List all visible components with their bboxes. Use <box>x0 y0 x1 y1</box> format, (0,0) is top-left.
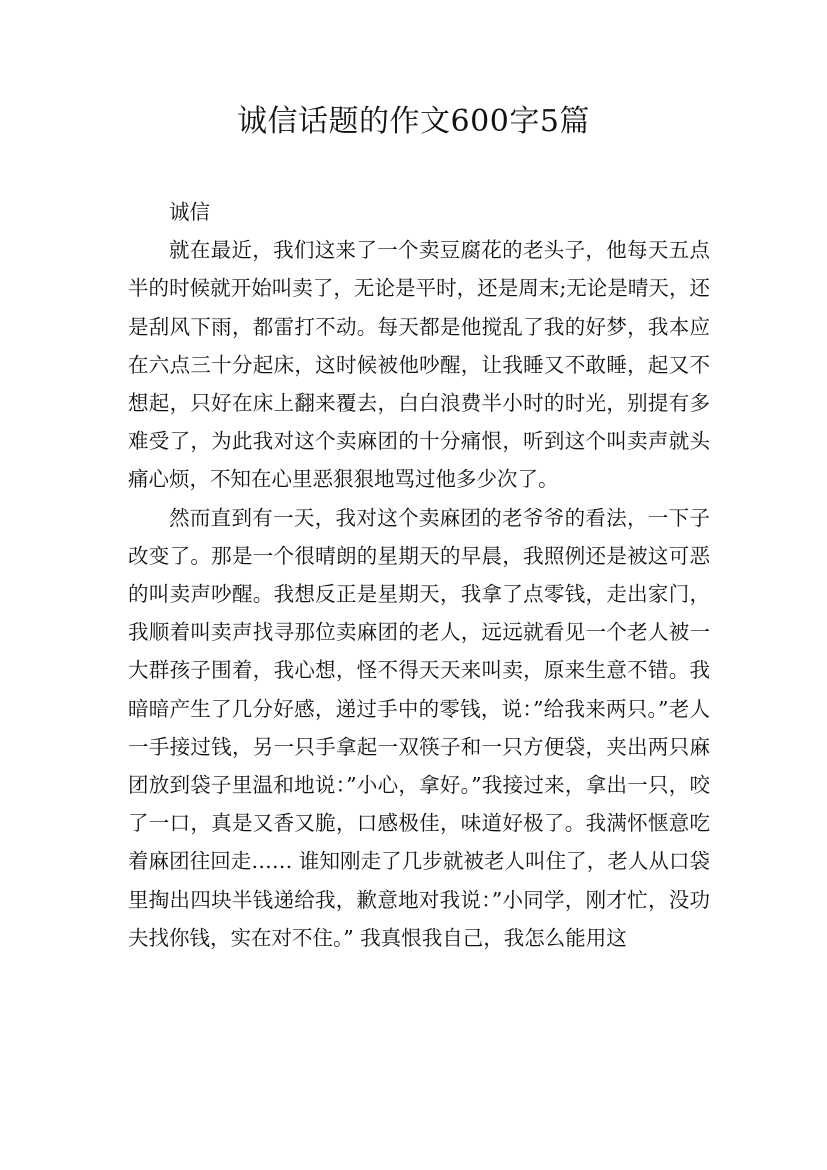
paragraph-1: 就在最近，我们这来了一个卖豆腐花的老头子，他每天五点半的时候就开始叫卖了，无论是平时，还是周末;无论是晴天，还是刮风下雨，都雷打不动。每天都是他搅乱了我的好梦，我本应在六点三十分起床，这时候被他吵醒，让我睡又不敢睡，起又不想起，只好在床上翻来覆去，白白浪费半小时的时光，别提有多难受了，为此我对这个卖麻团的十分痛恨，听到这个叫卖声就头痛心烦，不知在心里恶狠狠地骂过他多少次了。 <box>128 238 710 492</box>
paragraph-2: 然而直到有一天，我对这个卖麻团的老爷爷的看法，一下子改变了。那是一个很晴朗的星期天的早晨，我照例还是被这可恶的叫卖声吵醒。我想反正是星期天，我拿了点零钱，走出家门，我顺着叫卖声找寻那位卖麻团的老人，远远就看见一个老人被一大群孩子围着，我心想，怪不得天天来叫卖，原来生意不错。我暗暗产生了几分好感，递过手中的零钱，说：”给我来两只。”老人一手接过钱，另一只手拿起一双筷子和一只方便袋，夹出两只麻团放到袋子里温和地说：”小心，拿好。”我接过来，拿出一只，咬了一口，真是又香又脆，口感极佳，味道好极了。我满怀惬意吃着麻团往回走…… 谁知刚走了几步就被老人叫住了，老人从口袋里掏出四块半钱递给我，歉意地对我说：”小同学，刚才忙，没功夫找你钱，实在对不住。” 我真恨我自己，我怎么能用这 <box>128 505 710 950</box>
document-title: 诚信话题的作文600字5篇 <box>237 104 590 139</box>
document-body <box>128 193 710 957</box>
section-heading: 诚信 <box>169 200 210 224</box>
